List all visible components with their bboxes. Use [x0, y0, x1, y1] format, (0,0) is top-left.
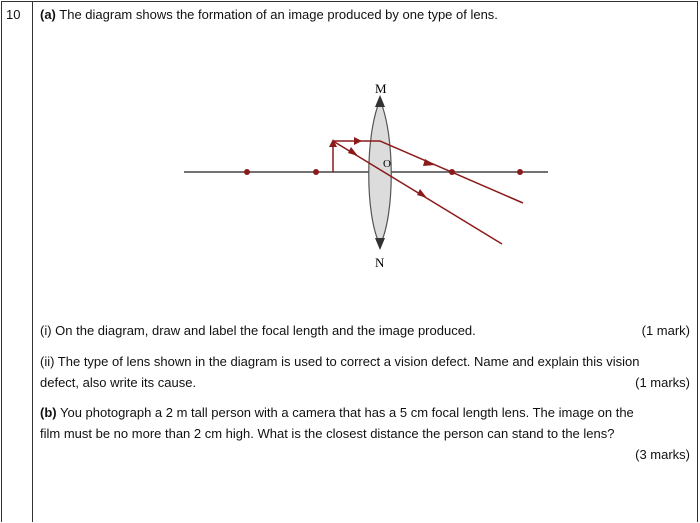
axis-point-2f-right: [517, 169, 523, 175]
part-a-label: (a): [40, 7, 56, 22]
item-b-line1: [40, 402, 690, 423]
part-b-text1: You photograph a 2 m tall person with a camera that has a 5 cm focal length lens. The image on the: [56, 405, 634, 420]
item-ii-mark: (1 marks): [635, 375, 690, 390]
label-n: N: [375, 255, 385, 270]
border-right: [697, 1, 698, 522]
border-top: [1, 1, 698, 2]
item-ii-line2: defect, also write its cause.: [40, 375, 197, 390]
axis-point-f-left: [313, 169, 319, 175]
item-i-mark: (1 mark): [641, 323, 690, 338]
lens-arrow-top: [375, 95, 385, 107]
label-o: O: [383, 158, 391, 170]
lens-arrow-bottom: [375, 238, 385, 250]
column-divider: [32, 1, 33, 522]
ray-arrow-2: [423, 159, 435, 166]
ray-arrow-3: [348, 147, 358, 156]
item-i: [40, 320, 690, 341]
item-ii-line1: (ii) The type of lens shown in the diagram is used to correct a vision defect. Name and explain this vision: [40, 354, 640, 369]
part-b-label: (b): [40, 405, 57, 420]
item-b: [40, 402, 690, 462]
convex-lens: [369, 100, 392, 245]
item-b-mark: (3 marks): [635, 447, 690, 462]
item-ii: [40, 351, 690, 393]
lens-ray-diagram: [180, 75, 560, 275]
item-b-line2: film must be no more than 2 cm high. What is the closest distance the person can stand to the lens?: [40, 426, 615, 441]
axis-point-2f-left: [244, 169, 250, 175]
label-m: M: [375, 81, 387, 96]
question-number: 10: [6, 7, 21, 22]
ray-arrow-4: [417, 189, 427, 198]
ray-arrow-1: [354, 137, 362, 145]
part-a-text: The diagram shows the formation of an image produced by one type of lens.: [59, 7, 498, 22]
item-i-text: (i) On the diagram, draw and label the focal length and the image produced.: [40, 323, 476, 338]
border-left: [1, 1, 2, 522]
question-title: [40, 7, 498, 22]
